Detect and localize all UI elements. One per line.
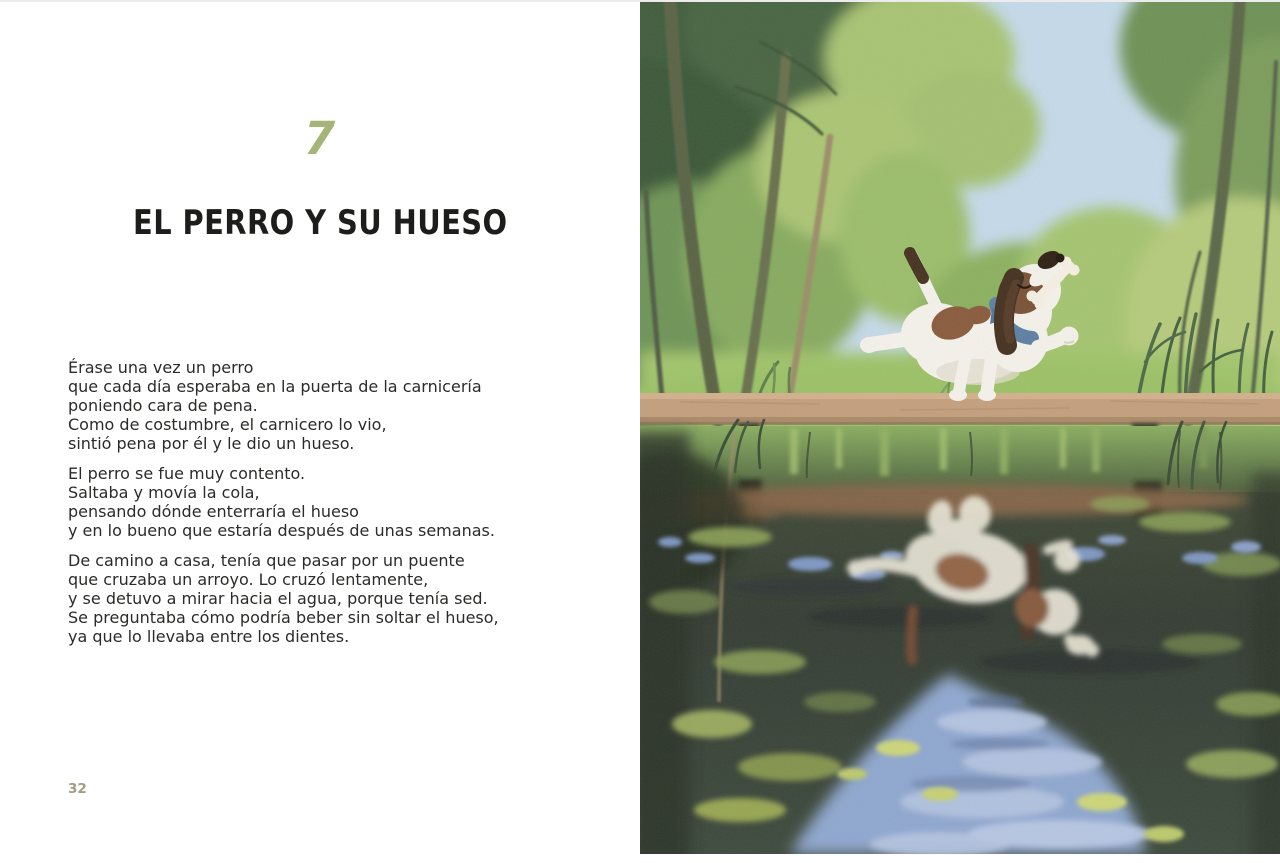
story-line: poniendo cara de pena. <box>68 396 258 415</box>
story-text <box>68 347 588 657</box>
story-line: Se preguntaba cómo podría beber sin soltar el hueso, <box>68 608 499 627</box>
chapter-title <box>0 203 640 243</box>
story-line: sintió pena por él y le dio un hueso. <box>68 434 355 453</box>
chapter-number: 7 <box>303 112 337 165</box>
page-number: 32 <box>68 781 87 797</box>
story-line: De camino a casa, tenía que pasar por un puente <box>68 551 465 570</box>
story-line: Érase una vez un perro <box>68 358 254 377</box>
story-line: pensando dónde enterraría el hueso <box>68 502 359 521</box>
story-line: Como de costumbre, el carnicero lo vio, <box>68 415 387 434</box>
story-line: y se detuvo a mirar hacia el agua, porque tenía sed. <box>68 589 488 608</box>
text-page <box>0 2 640 863</box>
story-line: ya que lo llevaba entre los dientes. <box>68 627 350 646</box>
dog-bridge-illustration <box>640 2 1280 854</box>
story-line: que cruzaba un arroyo. Lo cruzó lentamente, <box>68 570 429 589</box>
paper-grain <box>640 2 1280 854</box>
story-line: que cada día esperaba en la puerta de la carnicería <box>68 377 482 396</box>
story-line: El perro se fue muy contento. <box>68 464 306 483</box>
chapter-title-text: EL PERRO Y SU HUESO <box>132 203 508 243</box>
story-line: Saltaba y movía la cola, <box>68 483 260 502</box>
illustration-page <box>640 2 1280 863</box>
story-line: y en lo bueno que estaría después de unas semanas. <box>68 521 495 540</box>
